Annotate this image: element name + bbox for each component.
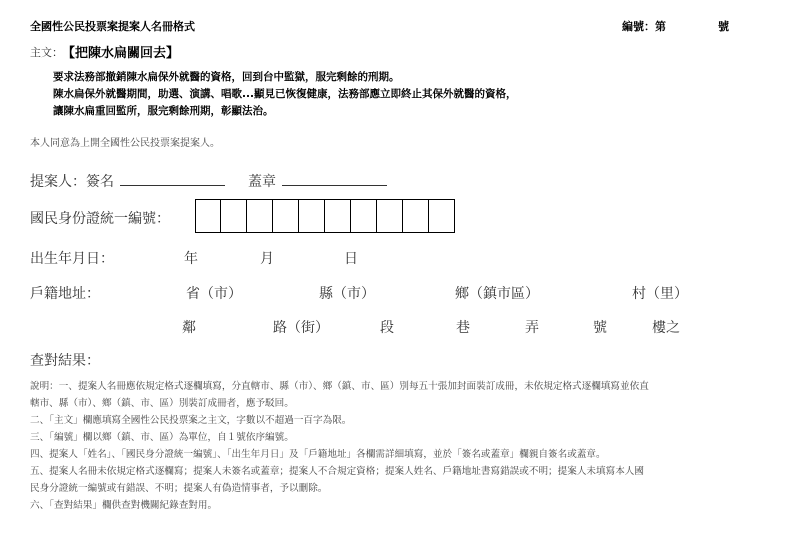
id-digit-box[interactable] [221,199,247,233]
address-road: 路（街） [273,320,329,336]
id-digit-box[interactable] [429,199,455,233]
note-line: 六、「查對結果」欄供查對機關紀錄查對用。 [30,500,218,511]
address-floor: 樓之 [652,320,680,336]
agreement-statement: 本人同意為上開全國性公民投票案提案人。 [30,138,220,149]
id-digit-box[interactable] [299,199,325,233]
address-province: 省（市） [186,286,242,302]
reason-line: 陳水扁保外就醫期間，助選、演講、唱歌...顯見已恢復健康，法務部應立即終止其保外就醫的資格， [53,88,517,100]
note-line: 五、提案人名冊未依規定格式逐欄寫；提案人未簽名或蓋章；提案人不合規定資格；提案人姓名、戶籍地址書寫錯誤或不明；提案人未填寫本人國 [30,466,644,477]
birth-month-label: 月 [260,251,274,267]
id-digit-box[interactable] [403,199,429,233]
address-number: 號 [593,320,607,336]
form-title: 全國性公民投票案提案人名冊格式 [30,20,195,33]
serial-number-label: 編號：第 [622,20,666,33]
note-line: 民身分證統一編號或有錯誤、不明；提案人有偽造情事者，予以刪除。 [30,483,328,494]
id-digit-box[interactable] [351,199,377,233]
serial-number-unit: 號 [718,20,729,33]
note-line: 轄市、縣（市）、鄉（鎮、市、區）別裝訂成冊者，應予駁回。 [30,398,294,409]
address-label: 戶籍地址： [30,286,100,302]
note-line: 說明：一、提案人名冊應依規定格式逐欄填寫，分直轄市、縣（市）、鄉（鎮、市、區）別每五十張加封面裝訂成冊，未依規定格式逐欄填寫並依直 [30,381,649,392]
signature-label: 提案人：簽名 [30,174,114,190]
check-result-label: 查對結果： [30,353,100,369]
reason-line: 要求法務部撤銷陳水扁保外就醫的資格，回到台中監獄，服完剩餘的刑期。 [53,71,400,83]
address-neighborhood: 鄰 [182,320,196,336]
seal-line[interactable] [282,173,387,186]
id-digit-box[interactable] [273,199,299,233]
subject-value: 【把陳水扁關回去】 [62,46,180,61]
note-line: 二、「主文」欄應填寫全國性公民投票案之主文，字數以不超過一百字為限。 [30,415,352,426]
birth-year-label: 年 [184,251,198,267]
id-digit-box[interactable] [325,199,351,233]
subject-label: 主文： [30,46,63,59]
id-digit-box[interactable] [195,199,221,233]
address-county: 縣（市） [319,286,375,302]
signature-field[interactable] [30,171,225,191]
id-digit-box[interactable] [377,199,403,233]
reason-line: 讓陳水扁重回監所，服完剩餘刑期，彰顯法治。 [53,105,274,117]
id-number-boxes[interactable] [195,199,455,233]
note-line: 三、「編號」欄以鄉（鎮、市、區）為單位，自１號依序編號。 [30,432,294,443]
address-alley: 弄 [525,320,539,336]
birth-date-label: 出生年月日： [30,251,114,267]
address-village: 村（里） [632,286,688,302]
signature-line[interactable] [120,173,225,186]
seal-label: 蓋章 [248,174,276,190]
address-section: 段 [380,320,394,336]
seal-field[interactable] [248,171,387,191]
birth-day-label: 日 [344,251,358,267]
address-township: 鄉（鎮市區） [455,286,539,302]
address-lane: 巷 [456,320,470,336]
id-digit-box[interactable] [247,199,273,233]
note-line: 四、提案人「姓名」、「國民身分證統一編號」、「出生年月日」及「戶籍地址」各欄需詳細填寫，並於「簽名或蓋章」欄親自簽名或蓋章。 [30,449,606,460]
id-number-label: 國民身份證統一編號： [30,211,170,227]
